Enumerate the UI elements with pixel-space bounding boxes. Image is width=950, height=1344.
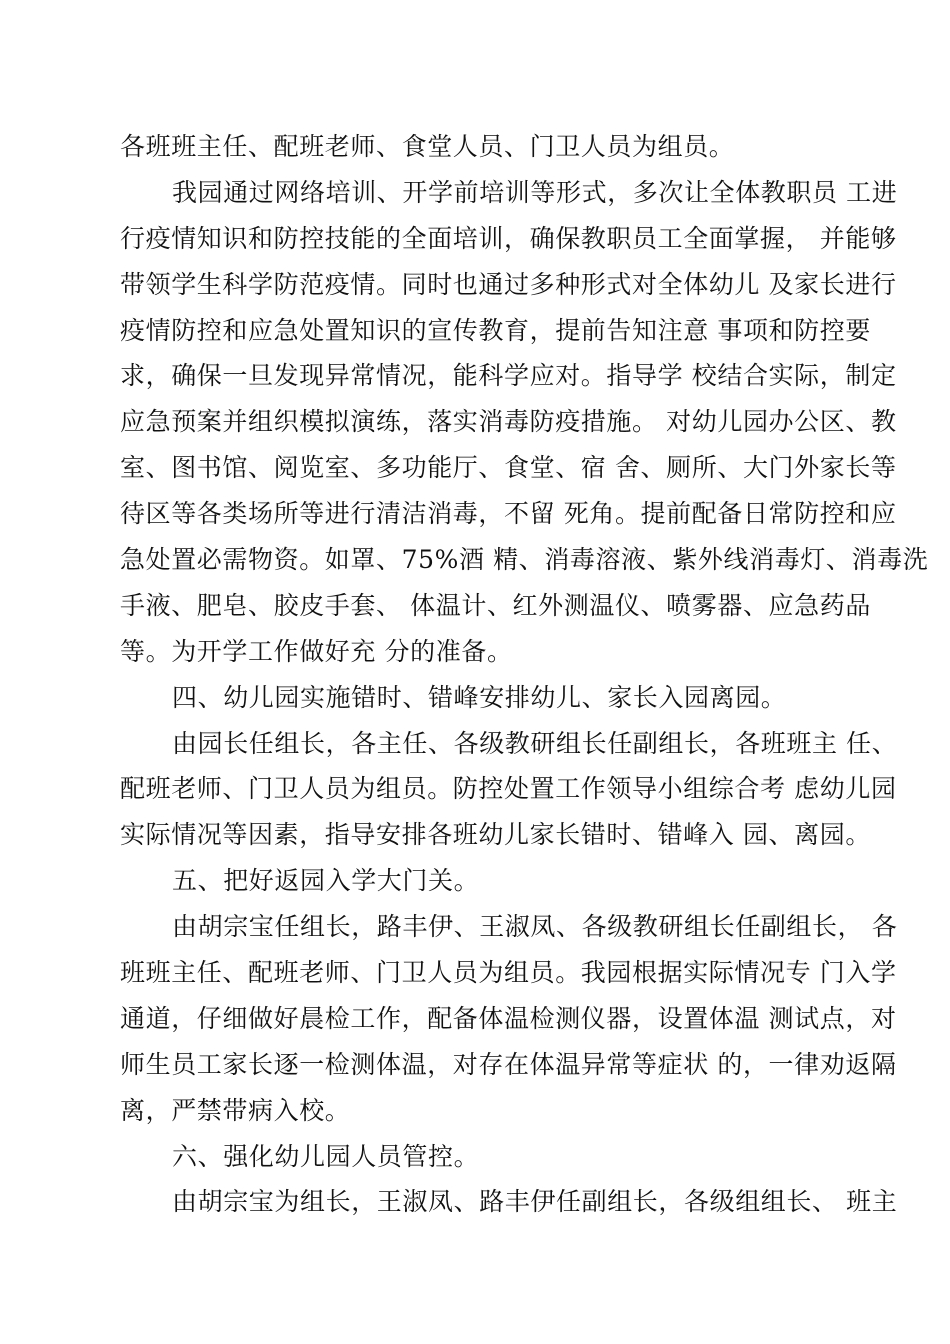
text-line: 求，确保一旦发现异常情况，能科学应对。指导学 校结合实际，制定 bbox=[120, 361, 897, 391]
text-line: 等。为开学工作做好充 分的准备。 bbox=[120, 636, 513, 666]
paragraph-start-line: 由胡宗宝任组长，路丰伊、王淑凤、各级教研组长任副组长， 各 bbox=[172, 912, 898, 942]
text-line: 手液、肥皂、胶皮手套、 体温计、红外测温仪、喷雾器、应急药品 bbox=[120, 590, 871, 620]
text-line: 待区等各类场所等进行清洁消毒，不留 死角。提前配备日常防控和应 bbox=[120, 499, 897, 529]
text-line: 疫情防控和应急处置知识的宣传教育，提前告知注意 事项和防控要 bbox=[120, 315, 871, 345]
text-line: 配班老师、门卫人员为组员。防控处置工作领导小组综合考 虑幼儿园 bbox=[120, 774, 897, 804]
text-line: 带领学生科学防范疫情。同时也通过多种形式对全体幼儿 及家长进行 bbox=[120, 269, 897, 299]
text-line: 急处置必需物资。如罩、75%酒 精、消毒溶液、紫外线消毒灯、消毒洗 bbox=[120, 545, 929, 575]
section-heading-four: 四、幼儿园实施错时、错峰安排幼儿、家长入园离园。 bbox=[172, 682, 787, 712]
section-heading-five: 五、把好返园入学大门关。 bbox=[172, 866, 480, 896]
text-line: 班班主任、配班老师、门卫人员为组员。我园根据实际情况专 门入学 bbox=[120, 958, 897, 988]
document-body bbox=[120, 124, 929, 1225]
section-heading-six: 六、强化幼儿园人员管控。 bbox=[172, 1141, 480, 1171]
paragraph-start-line: 由胡宗宝为组长，王淑凤、路丰伊任副组长，各级组组长、 班主 bbox=[172, 1187, 898, 1217]
text-line: 通道，仔细做好晨检工作，配备体温检测仪器，设置体温 测试点，对 bbox=[120, 1003, 897, 1033]
paragraph-start-line: 由园长任组长，各主任、各级教研组长任副组长，各班班主 任、 bbox=[172, 728, 898, 758]
text-line: 行疫情知识和防控技能的全面培训，确保教职员工全面掌握， 并能够 bbox=[120, 223, 897, 253]
text-line: 离，严禁带病入校。 bbox=[120, 1095, 351, 1125]
text-line: 师生员工家长逐一检测体温，对存在体温异常等症状 的，一律劝返隔 bbox=[120, 1049, 897, 1079]
text-line: 室、图书馆、阅览室、多功能厅、食堂、宿 舍、厕所、大门外家长等 bbox=[120, 453, 897, 483]
text-line: 应急预案并组织模拟演练，落实消毒防疫措施。 对幼儿园办公区、教 bbox=[120, 407, 897, 437]
paragraph-start-line: 我园通过网络培训、开学前培训等形式，多次让全体教职员 工进 bbox=[172, 177, 898, 207]
text-line: 实际情况等因素，指导安排各班幼儿家长错时、错峰入 园、离园。 bbox=[120, 820, 871, 850]
text-line: 各班班主任、配班老师、食堂人员、门卫人员为组员。 bbox=[120, 132, 735, 161]
